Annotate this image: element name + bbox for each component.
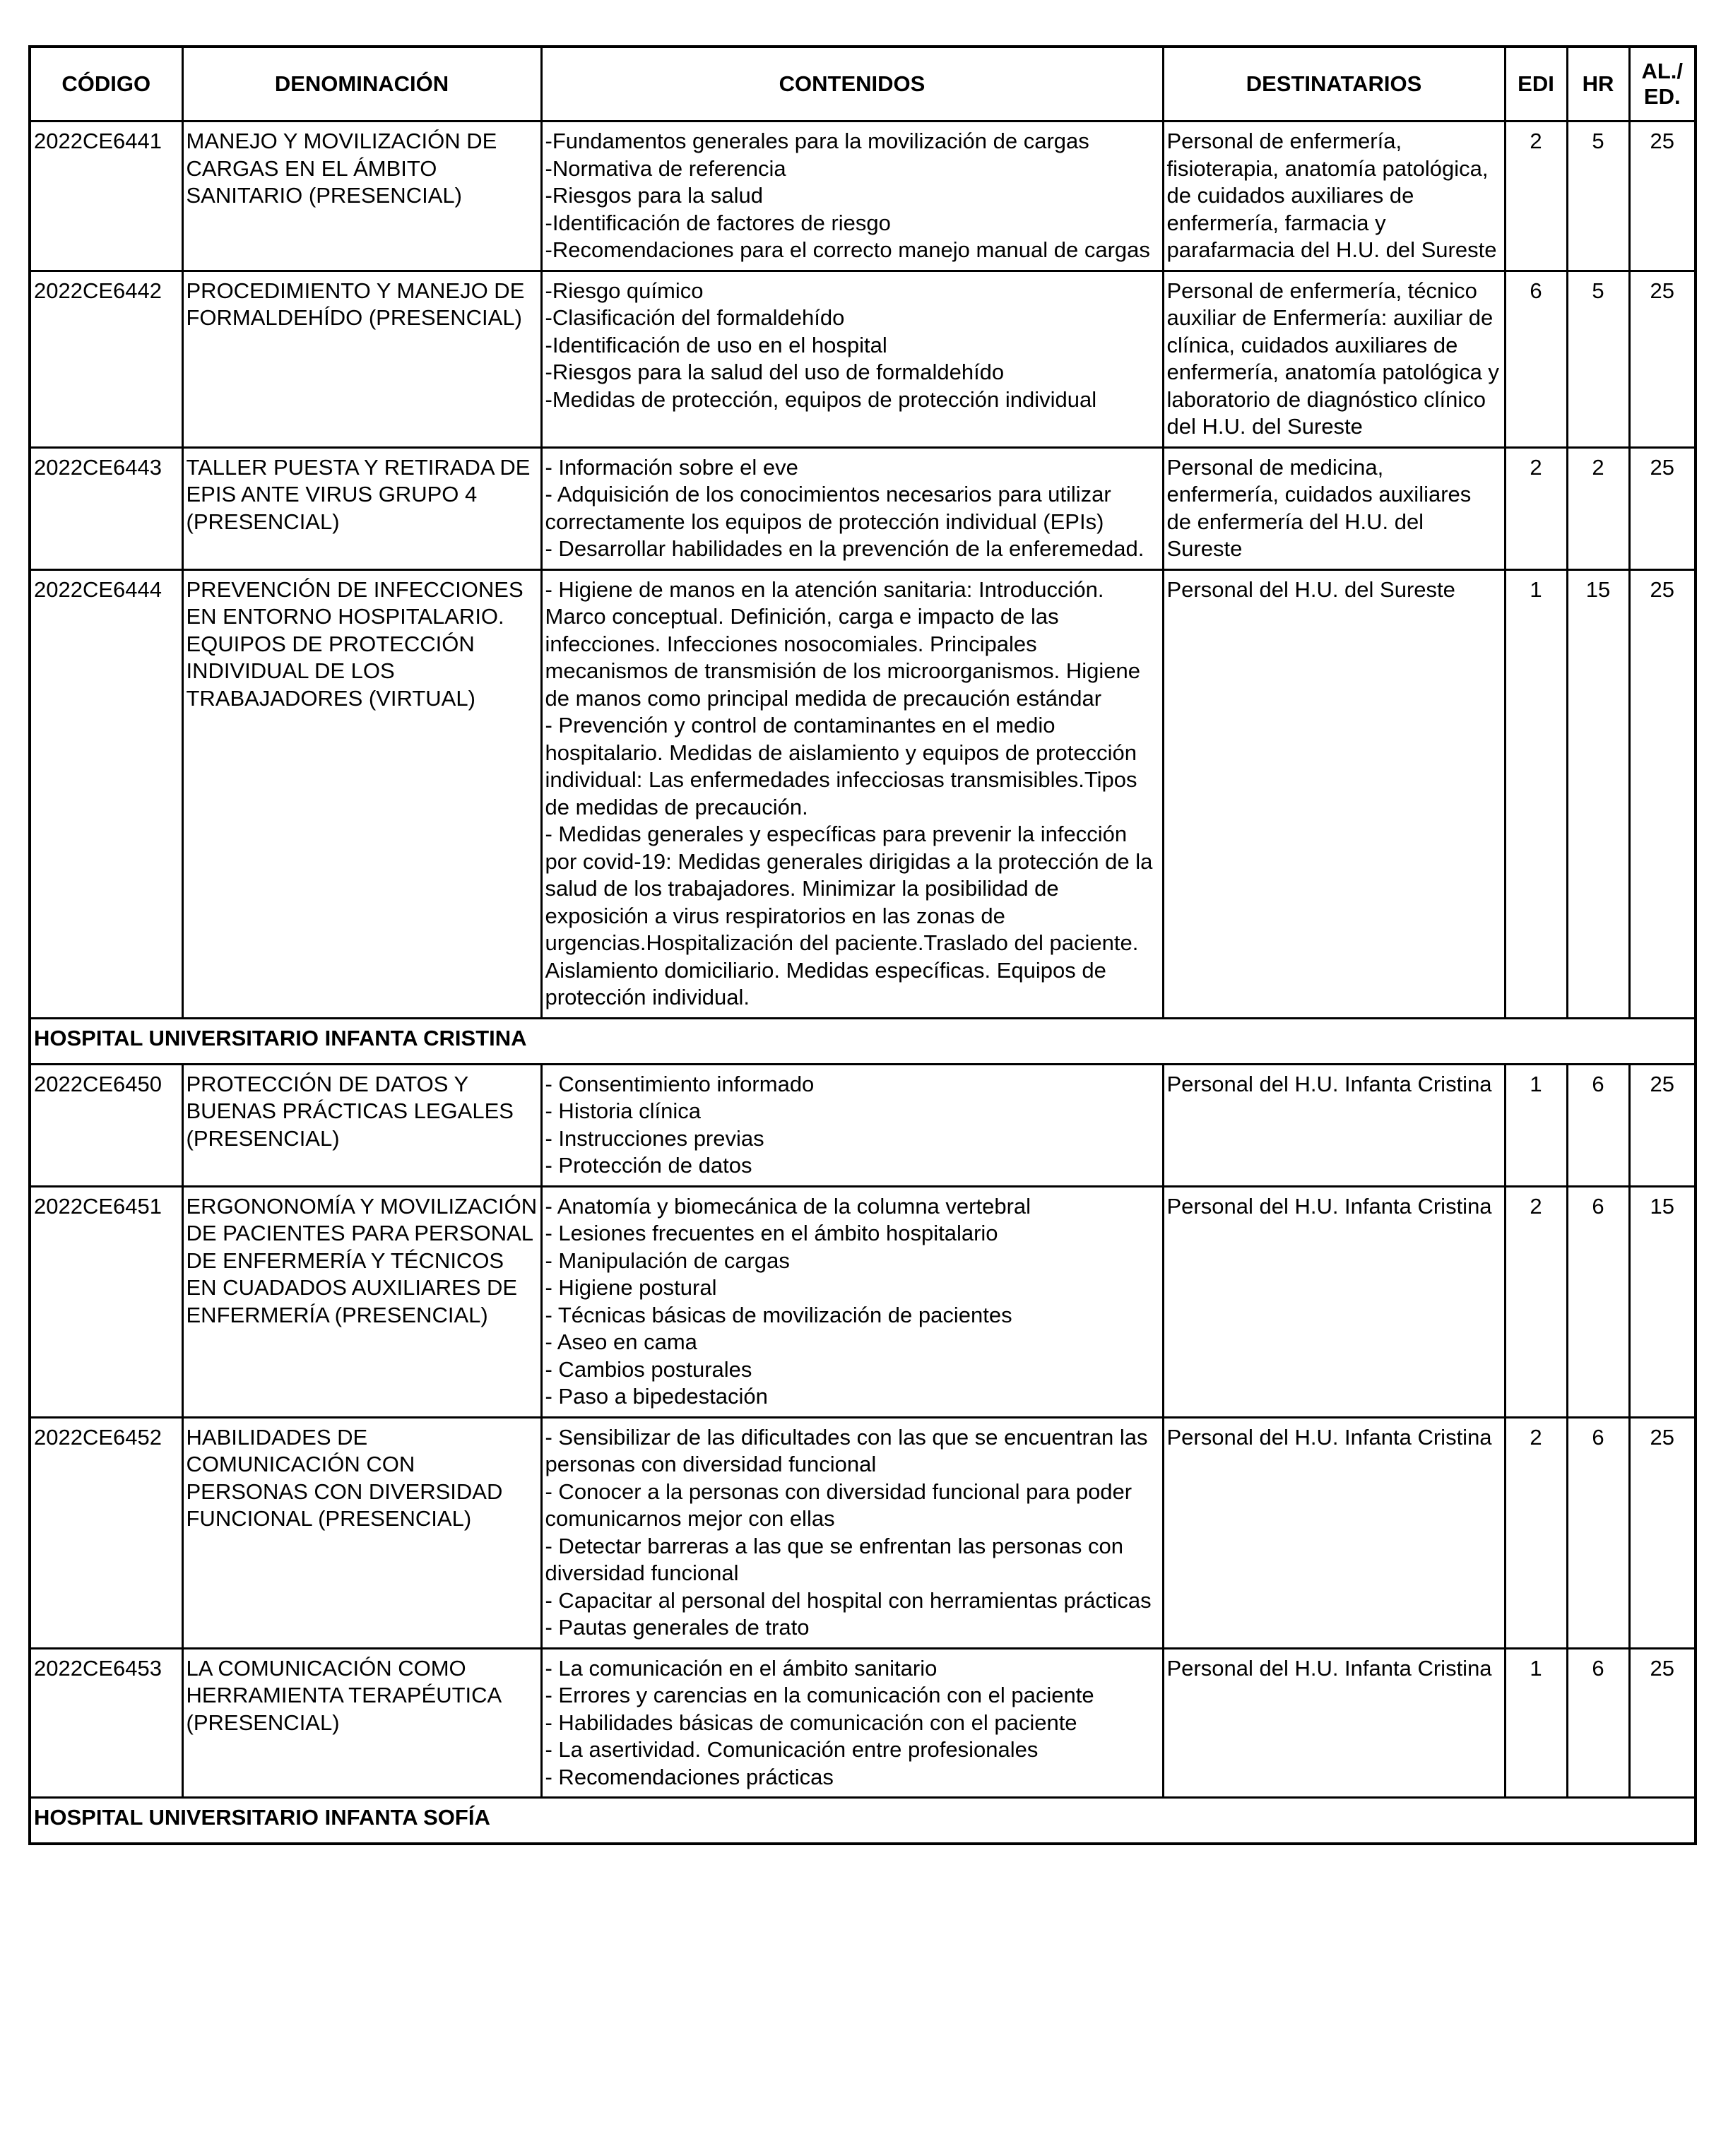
cell-edi: 2 <box>1505 122 1567 271</box>
content-line: - Anatomía y biomecánica de la columna vertebral <box>545 1193 1031 1219</box>
content-line: - Protección de datos <box>545 1153 752 1178</box>
cell-codigo: 2022CE6442 <box>30 271 182 447</box>
content-line: - Higiene postural <box>545 1275 717 1300</box>
content-line: - Adquisición de los conocimientos necesarios para utilizar correctamente los equipos de protección individual (EPIs) <box>545 482 1111 534</box>
content-line: - Técnicas básicas de movilización de pacientes <box>545 1302 1012 1327</box>
cell-destinatarios: Personal del H.U. Infanta Cristina <box>1163 1186 1505 1417</box>
cell-contenidos <box>541 122 1163 271</box>
cell-denominacion: PREVENCIÓN DE INFECCIONES EN ENTORNO HOSPITALARIO. EQUIPOS DE PROTECCIÓN INDIVIDUAL DE LOS TRABAJADORES (VIRTUAL) <box>182 569 541 1018</box>
cell-destinatarios: Personal del H.U. del Sureste <box>1163 569 1505 1018</box>
header-denominacion: DENOMINACIÓN <box>182 47 541 122</box>
table-row <box>30 1186 1696 1417</box>
cell-denominacion: HABILIDADES DE COMUNICACIÓN CON PERSONAS CON DIVERSIDAD FUNCIONAL (PRESENCIAL) <box>182 1417 541 1648</box>
content-line: - Errores y carencias en la comunicación con el paciente <box>545 1683 1094 1707</box>
cell-contenidos <box>541 447 1163 569</box>
table-row <box>30 1064 1696 1186</box>
cell-codigo: 2022CE6444 <box>30 569 182 1018</box>
cell-contenidos <box>541 1186 1163 1417</box>
header-destinatarios: DESTINATARIOS <box>1163 47 1505 122</box>
cell-codigo: 2022CE6452 <box>30 1417 182 1648</box>
cell-hr: 5 <box>1567 122 1629 271</box>
cell-hr: 15 <box>1567 569 1629 1018</box>
section-title: HOSPITAL UNIVERSITARIO INFANTA SOFÍA <box>30 1798 1696 1844</box>
content-line: - Recomendaciones prácticas <box>545 1764 834 1789</box>
table-row <box>30 447 1696 569</box>
cell-edi: 2 <box>1505 447 1567 569</box>
content-line: - Historia clínica <box>545 1098 701 1123</box>
content-line: - Pautas generales de trato <box>545 1615 810 1640</box>
cell-edi: 1 <box>1505 569 1567 1018</box>
cell-al-ed: 25 <box>1629 1417 1696 1648</box>
cell-codigo: 2022CE6450 <box>30 1064 182 1186</box>
cell-codigo: 2022CE6443 <box>30 447 182 569</box>
header-al-ed: AL./ ED. <box>1629 47 1696 122</box>
content-line: - Prevención y control de contaminantes en el medio hospitalario. Medidas de aislamiento y equipos de protección individual: Las enfermedades infecciosas transmisibles.Tipos de medidas de precaución. <box>545 713 1137 819</box>
content-line: -Identificación de uso en el hospital <box>545 332 887 357</box>
cell-edi: 6 <box>1505 271 1567 447</box>
content-line: - Detectar barreras a las que se enfrentan las personas con diversidad funcional <box>545 1533 1124 1585</box>
content-line: -Medidas de protección, equipos de protección individual <box>545 386 1097 412</box>
cell-denominacion: MANEJO Y MOVILIZACIÓN DE CARGAS EN EL ÁMBITO SANITARIO (PRESENCIAL) <box>182 122 541 271</box>
content-line: - Habilidades básicas de comunicación con el paciente <box>545 1710 1077 1735</box>
content-line: -Normativa de referencia <box>545 155 786 181</box>
header-edi: EDI <box>1505 47 1567 122</box>
content-line: - Instrucciones previas <box>545 1125 764 1151</box>
section-row-infanta-sofia <box>30 1798 1696 1844</box>
content-line: - Desarrollar habilidades en la prevención de la enferemedad. <box>545 536 1145 561</box>
cell-destinatarios: Personal de enfermería, fisioterapia, anatomía patológica, de cuidados auxiliares de enfermería, farmacia y parafarmacia del H.U. del Sureste <box>1163 122 1505 271</box>
section-title: HOSPITAL UNIVERSITARIO INFANTA CRISTINA <box>30 1018 1696 1064</box>
cell-denominacion: PROTECCIÓN DE DATOS Y BUENAS PRÁCTICAS LEGALES (PRESENCIAL) <box>182 1064 541 1186</box>
content-line: -Clasificación del formaldehído <box>545 305 845 330</box>
section-row-infanta-cristina <box>30 1018 1696 1064</box>
cell-codigo: 2022CE6451 <box>30 1186 182 1417</box>
content-line: - Manipulación de cargas <box>545 1248 790 1273</box>
cell-hr: 6 <box>1567 1648 1629 1798</box>
content-line: - Información sobre el eve <box>545 454 798 480</box>
cell-denominacion: PROCEDIMIENTO Y MANEJO DE FORMALDEHÍDO (PRESENCIAL) <box>182 271 541 447</box>
cell-edi: 1 <box>1505 1648 1567 1798</box>
content-line: - Sensibilizar de las dificultades con las que se encuentran las personas con diversidad funcional <box>545 1424 1148 1476</box>
cell-edi: 1 <box>1505 1064 1567 1186</box>
cell-destinatarios: Personal de medicina, enfermería, cuidados auxiliares de enfermería del H.U. del Sureste <box>1163 447 1505 569</box>
cell-destinatarios: Personal del H.U. Infanta Cristina <box>1163 1064 1505 1186</box>
document-page <box>28 45 1694 1845</box>
table-row <box>30 569 1696 1018</box>
cell-hr: 6 <box>1567 1064 1629 1186</box>
header-codigo: CÓDIGO <box>30 47 182 122</box>
header-row <box>30 47 1696 122</box>
table-header <box>30 47 1696 122</box>
cell-destinatarios: Personal del H.U. Infanta Cristina <box>1163 1417 1505 1648</box>
content-line: -Identificación de factores de riesgo <box>545 210 891 235</box>
content-line: - La asertividad. Comunicación entre profesionales <box>545 1737 1039 1762</box>
content-line: -Riesgos para la salud <box>545 183 763 208</box>
content-line: - Medidas generales y específicas para prevenir la infección por covid-19: Medidas generales dirigidas a la protección de la salud de los trabajadores. Minimizar la posibilidad de exposición a virus respiratorios en las zonas de urgencias.Hospitalización del paciente.Traslado del paciente. Aislamiento domiciliario. Medidas específicas. Equipos de protección individual. <box>545 822 1153 1009</box>
cell-codigo: 2022CE6453 <box>30 1648 182 1798</box>
cell-al-ed: 25 <box>1629 447 1696 569</box>
content-line: -Riesgo químico <box>545 278 704 303</box>
cell-destinatarios: Personal del H.U. Infanta Cristina <box>1163 1648 1505 1798</box>
table-row <box>30 1648 1696 1798</box>
cell-al-ed: 15 <box>1629 1186 1696 1417</box>
cell-denominacion: LA COMUNICACIÓN COMO HERRAMIENTA TERAPÉUTICA (PRESENCIAL) <box>182 1648 541 1798</box>
cell-contenidos <box>541 1064 1163 1186</box>
content-line: - Aseo en cama <box>545 1329 697 1354</box>
header-hr: HR <box>1567 47 1629 122</box>
content-line: - Cambios posturales <box>545 1356 752 1382</box>
cell-destinatarios: Personal de enfermería, técnico auxiliar de Enfermería: auxiliar de clínica, cuidados auxiliares de enfermería, anatomía patológica y laboratorio de diagnóstico clínico del H.U. del Sureste <box>1163 271 1505 447</box>
cell-contenidos <box>541 569 1163 1018</box>
cell-al-ed: 25 <box>1629 1648 1696 1798</box>
table-row <box>30 122 1696 271</box>
cell-hr: 2 <box>1567 447 1629 569</box>
content-line: - Capacitar al personal del hospital con herramientas prácticas <box>545 1587 1152 1613</box>
table-row <box>30 1417 1696 1648</box>
content-line: -Riesgos para la salud del uso de formaldehído <box>545 360 1005 384</box>
cell-al-ed: 25 <box>1629 569 1696 1018</box>
cell-hr: 5 <box>1567 271 1629 447</box>
content-line: - La comunicación en el ámbito sanitario <box>545 1655 938 1681</box>
content-line: -Recomendaciones para el correcto manejo manual de cargas <box>545 237 1150 262</box>
cell-hr: 6 <box>1567 1186 1629 1417</box>
header-contenidos: CONTENIDOS <box>541 47 1163 122</box>
cell-edi: 2 <box>1505 1417 1567 1648</box>
cell-al-ed: 25 <box>1629 1064 1696 1186</box>
content-line: -Fundamentos generales para la movilización de cargas <box>545 129 1089 153</box>
cell-denominacion: ERGONONOMÍA Y MOVILIZACIÓN DE PACIENTES PARA PERSONAL DE ENFERMERÍA Y TÉCNICOS EN CUADADOS AUXILIARES DE ENFERMERÍA (PRESENCIAL) <box>182 1186 541 1417</box>
cell-contenidos <box>541 1648 1163 1798</box>
table-row <box>30 271 1696 447</box>
content-line: - Higiene de manos en la atención sanitaria: Introducción. Marco conceptual. Definición, carga e impacto de las infecciones. Infecciones nosocomiales. Principales mecanismos de transmisión de los microorganismos. Higiene de manos como principal medida de precaución estándar <box>545 576 1141 711</box>
content-line: - Consentimiento informado <box>545 1071 815 1096</box>
courses-table <box>28 45 1697 1845</box>
cell-al-ed: 25 <box>1629 271 1696 447</box>
cell-contenidos <box>541 1417 1163 1648</box>
cell-hr: 6 <box>1567 1417 1629 1648</box>
cell-denominacion: TALLER PUESTA Y RETIRADA DE EPIS ANTE VIRUS GRUPO 4 (PRESENCIAL) <box>182 447 541 569</box>
cell-edi: 2 <box>1505 1186 1567 1417</box>
table-body <box>30 122 1696 1844</box>
content-line: - Conocer a la personas con diversidad funcional para poder comunicarnos mejor con ellas <box>545 1479 1132 1531</box>
content-line: - Lesiones frecuentes en el ámbito hospitalario <box>545 1221 998 1245</box>
cell-contenidos <box>541 271 1163 447</box>
cell-codigo: 2022CE6441 <box>30 122 182 271</box>
content-line: - Paso a bipedestación <box>545 1384 768 1409</box>
cell-al-ed: 25 <box>1629 122 1696 271</box>
